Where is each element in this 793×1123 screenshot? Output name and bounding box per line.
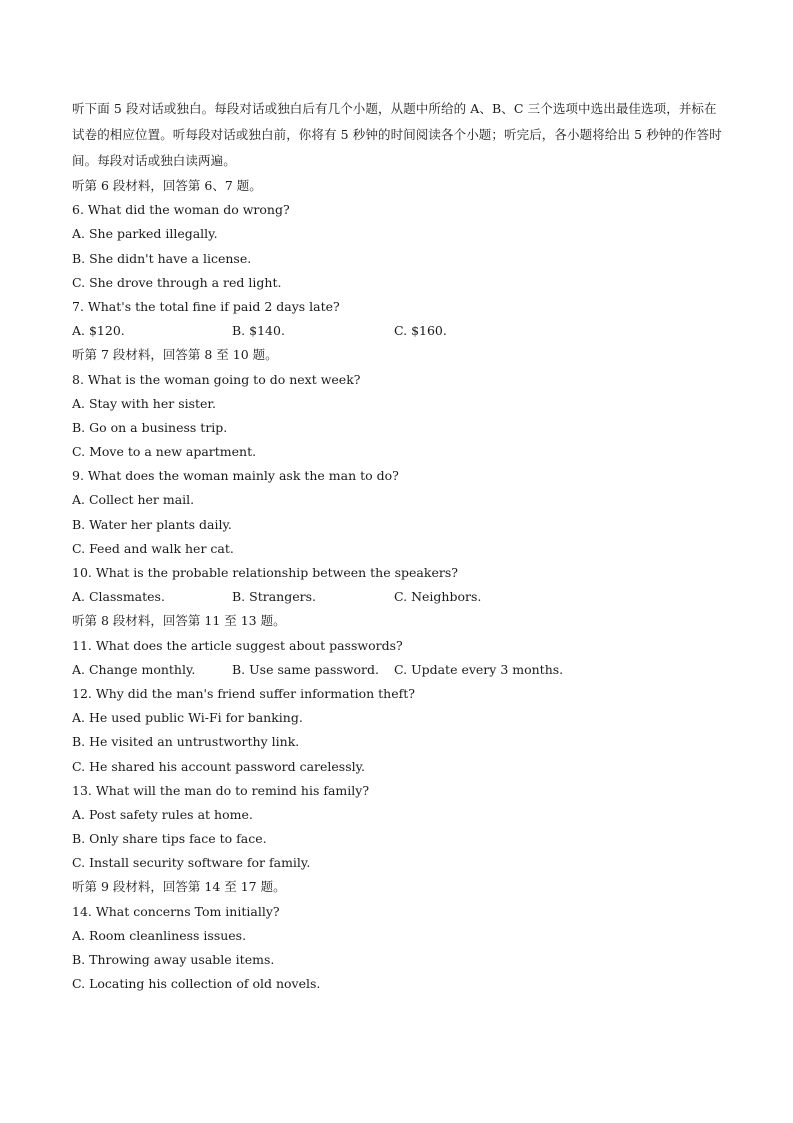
question-stem: 13. What will the man do to remind his family? [72, 782, 370, 798]
option-b: B. Go on a business trip. [72, 419, 228, 435]
option-a: A. He used public Wi-Fi for banking. [72, 710, 303, 726]
option-c: C. Feed and walk her cat. [72, 540, 234, 556]
option-a: A. She parked illegally. [72, 226, 218, 242]
option-c: C. Move to a new apartment. [72, 444, 257, 460]
option-b: B. Use same password. [232, 661, 380, 677]
option-c: C. Neighbors. [394, 589, 482, 605]
option-c: C. Locating his collection of old novels. [72, 976, 321, 992]
option-c: C. She drove through a red light. [72, 274, 282, 290]
options-row [72, 658, 722, 682]
option-a: A. $120. [72, 323, 125, 339]
options-row [72, 319, 722, 343]
section-heading: 听第 6 段材料，回答第 6、7 题。 [72, 178, 262, 193]
option-a: A. Collect her mail. [72, 492, 195, 508]
question-stem: 7. What's the total fine if paid 2 days late? [72, 298, 340, 314]
section-heading: 听第 8 段材料，回答第 11 至 13 题。 [72, 613, 286, 629]
option-b: B. Only share tips face to face. [72, 831, 267, 847]
option-b: B. Water her plants daily. [72, 516, 232, 532]
option-b: B. Throwing away usable items. [72, 952, 275, 967]
option-c: C. Update every 3 months. [394, 661, 564, 677]
option-a: A. Classmates. [72, 589, 165, 605]
section-heading: 听第 9 段材料，回答第 14 至 17 题。 [72, 879, 286, 895]
question-stem: 6. What did the woman do wrong? [72, 202, 290, 218]
option-b: B. $140. [232, 323, 285, 339]
question-stem: 10. What is the probable relationship between the speakers? [72, 565, 458, 580]
option-a: A. Room cleanliness issues. [72, 927, 247, 943]
option-b: B. He visited an untrustworthy link. [72, 734, 300, 750]
option-c: C. Install security software for family. [72, 855, 311, 871]
section-heading: 听第 7 段材料，回答第 8 至 10 题。 [72, 347, 278, 363]
question-stem: 14. What concerns Tom initially? [72, 903, 280, 919]
listening-instructions: 听下面 5 段对话或独白。每段对话或独白后有几个小题，从题中所给的 A、B、C 三个选项中选出最佳选项，并标在试卷的相应位置。听每段对话或独白前，你将有 5 秒钟的时间阅读各个小题；听完后，各小题将给出 5 秒钟的作答时间。每段对话或独白读两遍。 [72, 101, 722, 168]
question-stem: 8. What is the woman going to do next week? [72, 371, 361, 387]
option-b: B. She didn't have a license. [72, 250, 252, 266]
option-b: B. Strangers. [232, 589, 316, 605]
option-a: A. Change monthly. [72, 661, 196, 677]
question-stem: 9. What does the woman mainly ask the man to do? [72, 468, 399, 484]
options-row [72, 585, 722, 609]
question-stem: 11. What does the article suggest about passwords? [72, 637, 403, 653]
option-a: A. Post safety rules at home. [72, 806, 253, 822]
option-a: A. Stay with her sister. [72, 395, 217, 411]
question-stem: 12. Why did the man's friend suffer information theft? [72, 685, 415, 701]
exam-page [72, 96, 722, 996]
option-c: C. $160. [394, 323, 447, 339]
option-c: C. He shared his account password carelessly. [72, 758, 365, 774]
